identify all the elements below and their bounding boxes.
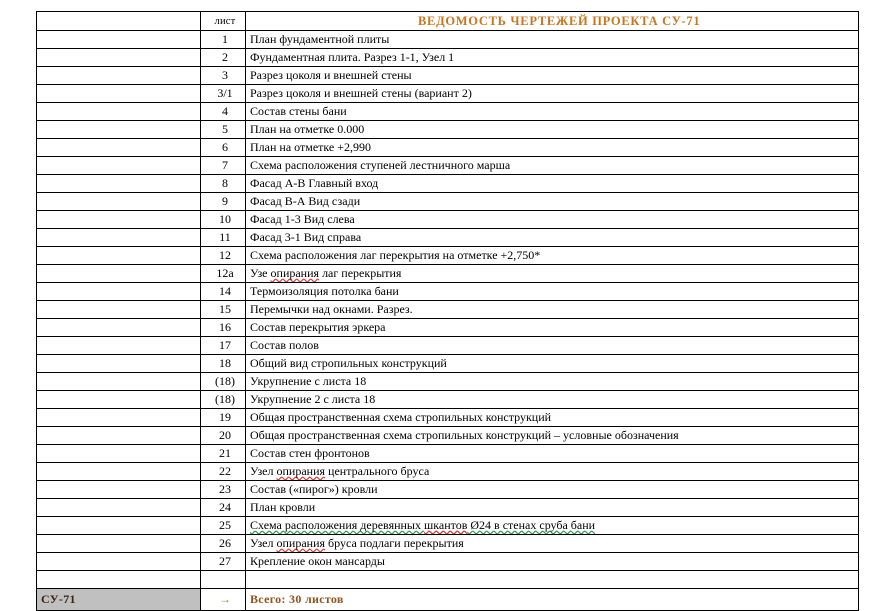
row-drawing-name: Разрез цоколя и внешней стены bbox=[246, 67, 859, 85]
row-mark-cell bbox=[37, 193, 201, 211]
spelling-underline: опирания bbox=[276, 464, 326, 478]
spelling-underline: опирания bbox=[276, 536, 326, 550]
row-sheet-number: 9 bbox=[201, 193, 246, 211]
row-sheet-number: 4 bbox=[201, 103, 246, 121]
table-row bbox=[37, 481, 859, 499]
table-row bbox=[37, 265, 859, 283]
row-drawing-name: Фасад 1-3 Вид слева bbox=[246, 211, 859, 229]
row-mark-cell bbox=[37, 283, 201, 301]
table-row bbox=[37, 499, 859, 517]
row-sheet-number: 26 bbox=[201, 535, 246, 553]
table-row bbox=[37, 553, 859, 571]
row-mark-cell bbox=[37, 499, 201, 517]
table-row bbox=[37, 283, 859, 301]
row-drawing-name: Общая пространственная схема стропильных конструкций – условные обозначения bbox=[246, 427, 859, 445]
table-row bbox=[37, 31, 859, 49]
row-drawing-name: Фасад В-А Вид сзади bbox=[246, 193, 859, 211]
row-drawing-name: План кровли bbox=[246, 499, 859, 517]
row-mark-cell bbox=[37, 49, 201, 67]
table-header-row bbox=[37, 12, 859, 31]
row-sheet-number: 16 bbox=[201, 319, 246, 337]
row-sheet-number bbox=[201, 571, 246, 589]
table-row bbox=[37, 121, 859, 139]
table-footer-row bbox=[37, 589, 859, 611]
row-sheet-number: 23 bbox=[201, 481, 246, 499]
row-mark-cell bbox=[37, 463, 201, 481]
table-row bbox=[37, 373, 859, 391]
table-row bbox=[37, 247, 859, 265]
row-drawing-name: Состав («пирог») кровли bbox=[246, 481, 859, 499]
row-mark-cell bbox=[37, 121, 201, 139]
row-sheet-number: 17 bbox=[201, 337, 246, 355]
row-mark-cell bbox=[37, 445, 201, 463]
row-sheet-number: 27 bbox=[201, 553, 246, 571]
row-sheet-number: 3/1 bbox=[201, 85, 246, 103]
row-sheet-number: 22 bbox=[201, 463, 246, 481]
table-row bbox=[37, 67, 859, 85]
row-sheet-number: 21 bbox=[201, 445, 246, 463]
row-mark-cell bbox=[37, 265, 201, 283]
row-drawing-name: Общая пространственная схема стропильных конструкций bbox=[246, 409, 859, 427]
row-drawing-name: Укрупнение 2 с листа 18 bbox=[246, 391, 859, 409]
row-sheet-number: 6 bbox=[201, 139, 246, 157]
table-row bbox=[37, 391, 859, 409]
row-sheet-number: 14 bbox=[201, 283, 246, 301]
row-mark-cell bbox=[37, 427, 201, 445]
row-sheet-number: 1 bbox=[201, 31, 246, 49]
grammar-underline: Схема расположения деревянных шкантов Ø24 в стенах сруба бани bbox=[250, 518, 596, 532]
row-drawing-name: Состав полов bbox=[246, 337, 859, 355]
table-body bbox=[37, 12, 859, 611]
footer-total-sheets: Всего: 30 листов bbox=[246, 589, 859, 611]
row-sheet-number: 18 bbox=[201, 355, 246, 373]
row-sheet-number: 7 bbox=[201, 157, 246, 175]
arrow-right-icon: → bbox=[201, 589, 246, 611]
row-sheet-number: 12 bbox=[201, 247, 246, 265]
row-drawing-name: Схема расположения ступеней лестничного марша bbox=[246, 157, 859, 175]
header-mark-cell bbox=[37, 12, 201, 31]
row-sheet-number: (18) bbox=[201, 373, 246, 391]
row-drawing-name: Фасад А-В Главный вход bbox=[246, 175, 859, 193]
row-mark-cell bbox=[37, 391, 201, 409]
row-mark-cell bbox=[37, 139, 201, 157]
row-sheet-number: (18) bbox=[201, 391, 246, 409]
spelling-underline: шкантов bbox=[424, 518, 468, 532]
row-drawing-name: Крепление окон мансарды bbox=[246, 553, 859, 571]
row-mark-cell bbox=[37, 31, 201, 49]
row-sheet-number: 11 bbox=[201, 229, 246, 247]
row-sheet-number: 8 bbox=[201, 175, 246, 193]
row-drawing-name: Термоизоляция потолка бани bbox=[246, 283, 859, 301]
table-row bbox=[37, 301, 859, 319]
table-row bbox=[37, 175, 859, 193]
table-row bbox=[37, 157, 859, 175]
footer-project-mark: СУ-71 bbox=[37, 589, 201, 611]
row-mark-cell bbox=[37, 373, 201, 391]
row-drawing-name: План на отметке 0.000 bbox=[246, 121, 859, 139]
table-row bbox=[37, 211, 859, 229]
table-row bbox=[37, 229, 859, 247]
table-row bbox=[37, 337, 859, 355]
row-drawing-name: Общий вид стропильных конструкций bbox=[246, 355, 859, 373]
sheet-column-label: лист bbox=[214, 16, 236, 27]
row-mark-cell bbox=[37, 355, 201, 373]
row-mark-cell bbox=[37, 301, 201, 319]
header-title-cell bbox=[246, 12, 859, 31]
spelling-underline: опирания bbox=[270, 266, 320, 280]
row-sheet-number: 25 bbox=[201, 517, 246, 535]
row-drawing-name: Состав стены бани bbox=[246, 103, 859, 121]
row-mark-cell bbox=[37, 157, 201, 175]
row-sheet-number: 12а bbox=[201, 265, 246, 283]
row-mark-cell bbox=[37, 211, 201, 229]
table-row bbox=[37, 355, 859, 373]
row-mark-cell bbox=[37, 481, 201, 499]
row-drawing-name: Узел опирания центрального бруса bbox=[246, 463, 859, 481]
row-mark-cell bbox=[37, 103, 201, 121]
row-sheet-number: 15 bbox=[201, 301, 246, 319]
table-row bbox=[37, 85, 859, 103]
row-sheet-number: 24 bbox=[201, 499, 246, 517]
row-drawing-name: Узе опирания лаг перекрытия bbox=[246, 265, 859, 283]
table-row bbox=[37, 535, 859, 553]
table-row bbox=[37, 49, 859, 67]
row-sheet-number: 3 bbox=[201, 67, 246, 85]
row-drawing-name: Перемычки над окнами. Разрез. bbox=[246, 301, 859, 319]
row-drawing-name: Разрез цоколя и внешней стены (вариант 2) bbox=[246, 85, 859, 103]
table-row bbox=[37, 463, 859, 481]
table-row bbox=[37, 427, 859, 445]
row-drawing-name bbox=[246, 517, 859, 535]
row-drawing-name: План на отметке +2,990 bbox=[246, 139, 859, 157]
table-spacer-row bbox=[37, 571, 859, 589]
header-sheet-cell bbox=[201, 12, 246, 31]
row-mark-cell bbox=[37, 337, 201, 355]
page-title: ВЕДОМОСТЬ ЧЕРТЕЖЕЙ ПРОЕКТА СУ-71 bbox=[418, 13, 701, 28]
table-row bbox=[37, 139, 859, 157]
row-mark-cell bbox=[37, 571, 201, 589]
row-mark-cell bbox=[37, 229, 201, 247]
row-mark-cell bbox=[37, 517, 201, 535]
table-row bbox=[37, 103, 859, 121]
row-mark-cell bbox=[37, 175, 201, 193]
row-drawing-name: Укрупнение с листа 18 bbox=[246, 373, 859, 391]
row-sheet-number: 10 bbox=[201, 211, 246, 229]
row-drawing-name bbox=[246, 571, 859, 589]
row-drawing-name: Состав перекрытия эркера bbox=[246, 319, 859, 337]
row-mark-cell bbox=[37, 67, 201, 85]
table-row bbox=[37, 445, 859, 463]
row-drawing-name: Узел опирания бруса подлаги перекрытия bbox=[246, 535, 859, 553]
table-row bbox=[37, 409, 859, 427]
row-drawing-name: Схема расположения лаг перекрытия на отметке +2,750* bbox=[246, 247, 859, 265]
row-sheet-number: 20 bbox=[201, 427, 246, 445]
row-drawing-name: Фундаментная плита. Разрез 1-1, Узел 1 bbox=[246, 49, 859, 67]
row-mark-cell bbox=[37, 319, 201, 337]
table-row bbox=[37, 193, 859, 211]
row-sheet-number: 5 bbox=[201, 121, 246, 139]
table-row bbox=[37, 517, 859, 535]
row-sheet-number: 19 bbox=[201, 409, 246, 427]
row-drawing-name: Фасад 3-1 Вид справа bbox=[246, 229, 859, 247]
row-mark-cell bbox=[37, 247, 201, 265]
row-sheet-number: 2 bbox=[201, 49, 246, 67]
drawings-register-table bbox=[36, 11, 859, 611]
row-drawing-name: План фундаментной плиты bbox=[246, 31, 859, 49]
table-row bbox=[37, 319, 859, 337]
row-mark-cell bbox=[37, 409, 201, 427]
row-mark-cell bbox=[37, 85, 201, 103]
row-mark-cell bbox=[37, 535, 201, 553]
row-mark-cell bbox=[37, 553, 201, 571]
row-drawing-name: Состав стен фронтонов bbox=[246, 445, 859, 463]
